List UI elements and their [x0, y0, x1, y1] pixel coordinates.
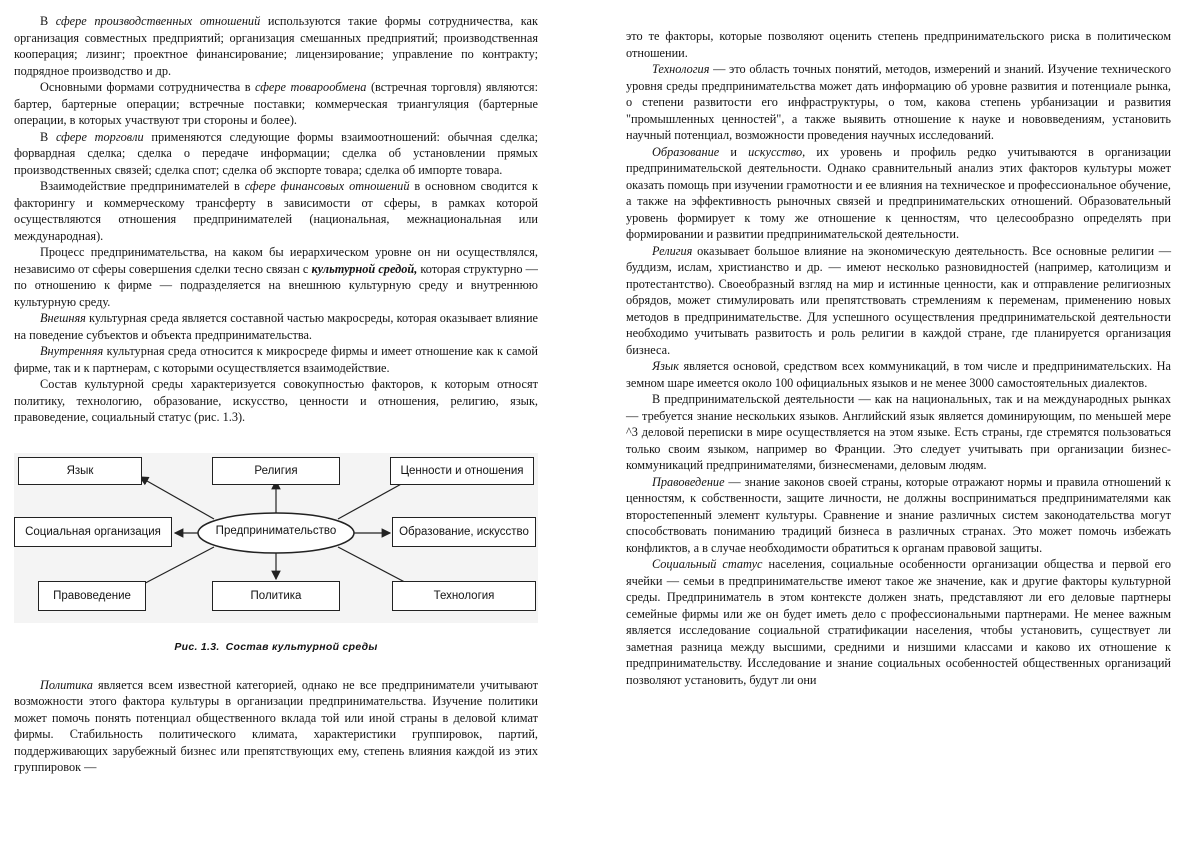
- paragraph: [14, 677, 538, 776]
- text-run: населения, социальные особенности организации общества и первой его ячейки — семьи в предпринимательстве имеют такое же значение, как и другие факторы культурной среды. Предприниматель в этом контексте должен знать, представляют ли его деловые партнеры семейные фирмы или же он будет иметь дело с профессиональными партнерами. Не менее важным является исследование социальной стратификации населения, чтобы установить, существует ли заметная разница между высшими, средними и низшими классами и каково их отношение к предпринимательству. Исследование и знание социальных особенностей общественных организаций позволяют установить, будут ли они: [626, 557, 1171, 687]
- box-values: Ценности и отношения: [390, 457, 534, 485]
- caption-text: Состав культурной среды: [225, 640, 378, 653]
- paragraph: [626, 556, 1171, 688]
- right-page-text: [626, 0, 1171, 688]
- text-run: Состав культурной среды характеризуется совокупностью факторов, к которым относят политику, технологию, образование, искусство, ценности и отношения, религию, язык, правоведение, социальный статус (рис. 1.3).: [14, 377, 538, 424]
- paragraph: [626, 391, 1171, 474]
- emphasis-run: сфере товарообмена: [255, 80, 367, 94]
- text-run: используются такие формы сотрудничества, как организация совместных предприятий; организация смешанных предприятий; производственная кооперация; лизинг; проектное финансирование; лицензирование; управление по контракту; подрядное производство и др.: [14, 14, 538, 78]
- text-run: и: [719, 144, 749, 159]
- box-politics: Политика: [212, 581, 340, 611]
- text-run: является основой, средством всех коммуникаций, в том числе и предпринимательских. На земном шаре имеется около 100 официальных языков и не менее 3000 самостоятельных диалектов.: [626, 359, 1171, 390]
- text-run: применяются следующие формы взаимоотношений: обычная сделка; форвардная сделка; сделка о передаче информации; сделка об установлении прямых производственных связей; сделка спот; сделка об экспорте товара; сделка об импорте товара.: [14, 129, 538, 177]
- text-run: в основном сводится к факторингу и коммерческому трансферту в зависимости от сферы, в рамках которой осуществляются отношения предпринимателей (национальная, межнациональная или международная).: [14, 179, 538, 243]
- paragraph: [626, 243, 1171, 359]
- right-page: [626, 0, 1171, 688]
- emphasis-run: Технология: [652, 62, 710, 76]
- left-page-lower-text: [14, 677, 538, 776]
- emphasis-run: культурной средой,: [311, 261, 418, 276]
- figure-caption: [14, 641, 538, 653]
- emphasis-run: Внешняя: [40, 311, 86, 325]
- text-run: их уровень и профиль редко учитываются в организации предпринимательской деятельности. Однако сравнительный анализ этих факторов культуры может оказать помощь при изучении грамотности и ее влияния на техническое и профессиональное обучение, а также на эффективность рыночных связей и предпринимательских отношений. Образовательный уровень формирует к тому же отношение к ценностям, что целесообразно определять при формировании и развитии предпринимательской деятельности.: [626, 144, 1171, 241]
- text-run: оказывает большое влияние на экономическую деятельность. Все основные религии — буддизм, ислам, христианство и др. — имеют несколько разновидностей (например, католицизм и протестантство). Своеобразный взгляд на мир и истинные ценности, как и отправление религиозных обрядов, может стимулировать или препятствовать стремлениям к переменам, применению новых методов в предпринимательстве. Для успешного осуществления предпринимательской деятельности необходимо учитывать развитость и роль религии в каждой стране, где планируется организация бизнеса.: [626, 243, 1171, 357]
- paragraph: [626, 358, 1171, 391]
- center-label: Предпринимательство: [215, 524, 337, 537]
- emphasis-run: сфере торговли: [55, 129, 144, 144]
- left-page-upper-text: [14, 0, 538, 426]
- arrow-law: [134, 547, 214, 589]
- paragraph: [14, 310, 538, 343]
- text-run: культурная среда является составной частью макросреды, которая оказывает влияние на поведение субъектов и объекта предпринимательства.: [14, 311, 538, 342]
- paragraph: [626, 61, 1171, 144]
- paragraph: [14, 178, 538, 244]
- text-run: Взаимодействие предпринимателей в: [40, 179, 245, 193]
- text-run: (встречная торговля) являются: бартер, бартерные операции; встречные поставки; коммерческая триангуляция (бартерные операции, в которых участвуют три стороны и более).: [14, 80, 538, 127]
- paragraph: [14, 129, 538, 179]
- arrow-language: [140, 477, 214, 519]
- paragraph: [626, 474, 1171, 557]
- box-education: Образование, искусство: [392, 517, 536, 547]
- paragraph: [14, 343, 538, 376]
- paragraph: [626, 144, 1171, 243]
- text-run: В: [40, 129, 56, 144]
- text-run: которая структурно — по отношению к фирме — подразделяется на внешнюю культурную среду и внутреннюю культурную среду.: [14, 261, 538, 309]
- emphasis-run: Образование: [652, 144, 720, 159]
- emphasis-run: Внутренняя: [40, 344, 104, 358]
- emphasis-run: Язык: [652, 359, 679, 373]
- paragraph: [14, 244, 538, 310]
- continuation-paragraph: это те факторы, которые позволяют оценить степень предпринимательского риска в политическом отношении.: [626, 29, 1171, 60]
- box-language: Язык: [18, 457, 142, 485]
- left-page: [14, 0, 538, 776]
- emphasis-run: Социальный статус: [652, 557, 763, 571]
- text-run: культурная среда относится к микросреде фирмы и имеет отношение как к самой фирме, так и к партнерам, с которыми осуществляется взаимодействие.: [14, 344, 538, 375]
- text-run: В предпринимательской деятельности — как на национальных, так и на международных рынках — требуется знание нескольких языков. Английский язык является доминирующим, по меньшей мере ^3 деловой переписки в мире осуществляется на этом языке. Есть страны, где стремятся пользоваться только своим языком, например во Франции. Это следует учитывать при организации бизнес-коммуникаций предпринимателями, бизнесменами, деловым людям.: [626, 392, 1171, 472]
- emphasis-run: Религия: [652, 243, 693, 258]
- emphasis-run: сфере финансовых отношений: [244, 179, 410, 193]
- text-run: В: [40, 14, 56, 28]
- text-run: Основными формами сотрудничества в: [40, 80, 256, 94]
- paragraph: [14, 376, 538, 426]
- emphasis-run: искусство,: [748, 144, 806, 159]
- emphasis-run: сфере производственных отношений: [55, 14, 261, 28]
- culture-diagram: [14, 453, 538, 623]
- box-law: Правоведение: [38, 581, 146, 611]
- paragraph: [14, 13, 538, 79]
- box-technology: Технология: [392, 581, 536, 611]
- text-run: — знание законов своей страны, которые отражают нормы и правила отношений к ценностям, к собственности, защите личности, не должны восприниматься предпринимателями как второстепенный элемент культуры. Сравнение и знание различных систем законодательства могут способствовать пониманию традиций бизнеса в различных странах. Это может помочь избежать конфликтов, а в случае необходимости обратиться к органам правовой защиты.: [626, 474, 1171, 555]
- text-run: — это область точных понятий, методов, измерений и знаний. Изучение технического уровня среды предпринимательства может дать информацию об уровне развития и потенциале рынка, о степени развитости его инфраструктуры, о том, какова степень урбанизации и развития "промышленных ценностей", а также выявить отношение к науке и нововведениям, установить научный потенциал, возможности проведения научных исследований.: [626, 62, 1171, 142]
- text-run: является всем известной категорией, однако не все предприниматели учитывают возможности этого фактора культуры в организации предпринимательства. Изучение политики может помочь понять потенциал общественного вклада той или иной страны в деловой климат фирмы. Стабильность политического климата, характеристики группировок, партий, поддерживающих зарубежный бизнес или препятствующих ему, степень влияния каждой из этих группировок —: [14, 677, 538, 774]
- box-social: Социальная организация: [14, 517, 172, 547]
- box-religion: Религия: [212, 457, 340, 485]
- caption-label: Рис. 1.3.: [174, 640, 220, 653]
- text-run: Процесс предпринимательства, на каком бы иерархическом уровне он ни осуществлялся, независимо от сферы совершения сделки тесно связан с: [14, 245, 538, 276]
- emphasis-run: Политика: [40, 677, 93, 692]
- paragraph: [14, 79, 538, 129]
- emphasis-run: Правоведение: [652, 474, 725, 489]
